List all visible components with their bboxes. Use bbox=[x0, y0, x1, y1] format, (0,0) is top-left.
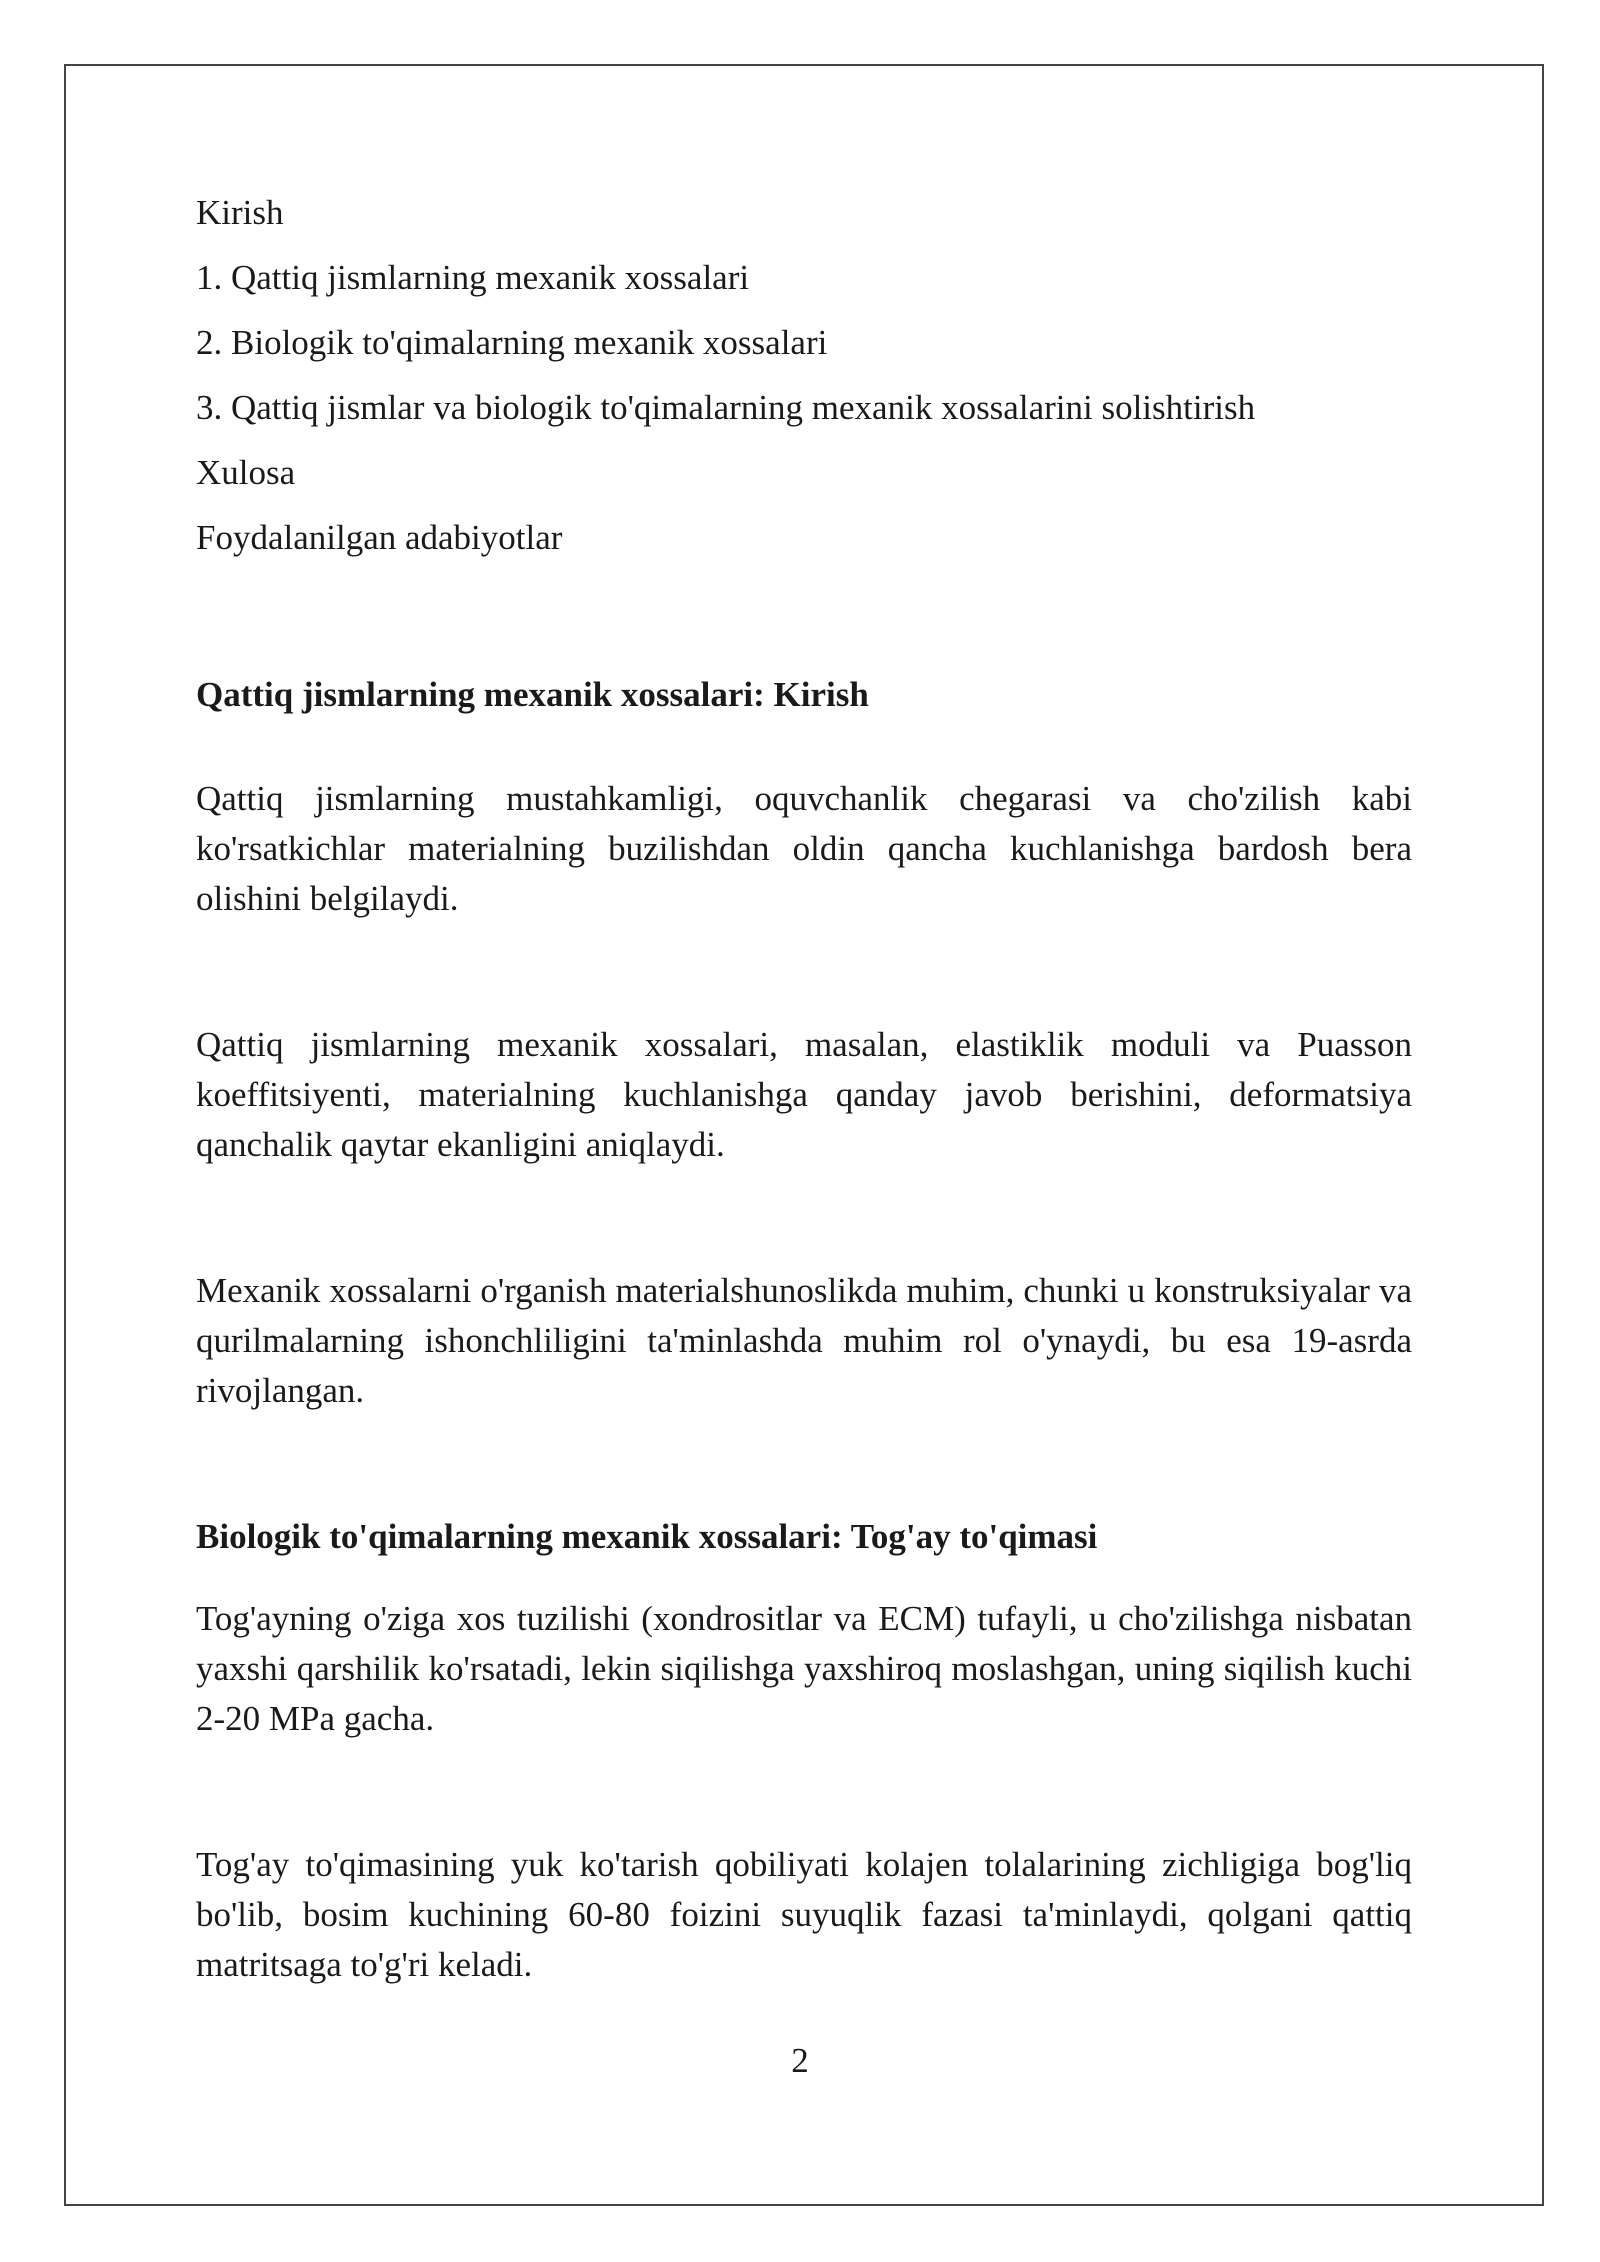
document-body bbox=[196, 188, 1412, 1990]
section-heading: Qattiq jismlarning mexanik xossalari: Kirish bbox=[196, 675, 869, 714]
toc-item-chapter-2: 2. Biologik to'qimalarning mexanik xossalari bbox=[196, 323, 828, 362]
page-number: 2 bbox=[791, 2041, 809, 2080]
toc-item-introduction: Kirish bbox=[196, 193, 284, 232]
paragraph: Mexanik xossalarni o'rganish materialshunoslikda muhim, chunki u konstruksiyalar va qurilmalarning ishonchliligini ta'minlashda muhim rol o'ynaydi, bu esa 19-asrda rivojlangan. bbox=[196, 1271, 1412, 1410]
section-heading: Biologik to'qimalarning mexanik xossalari: Tog'ay to'qimasi bbox=[196, 1517, 1098, 1556]
paragraph: Tog'ay to'qimasining yuk ko'tarish qobiliyati kolajen tolalarining zichligiga bog'liq bo'lib, bosim kuchining 60-80 foizini suyuqlik fazasi ta'minlaydi, qolgani qattiq matritsaga to'g'ri keladi. bbox=[196, 1845, 1412, 1984]
toc-item-chapter-1: 1. Qattiq jismlarning mexanik xossalari bbox=[196, 258, 750, 297]
paragraph: Qattiq jismlarning mexanik xossalari, masalan, elastiklik moduli va Puasson koeffitsiyenti, materialning kuchlanishga qanday javob berishini, deformatsiya qanchalik qaytar ekanligini aniqlaydi. bbox=[196, 1025, 1412, 1164]
toc-item-chapter-3: 3. Qattiq jismlar va biologik to'qimalarning mexanik xossalarini solishtirish bbox=[196, 388, 1256, 427]
toc-item-conclusion: Xulosa bbox=[196, 453, 296, 492]
toc-item-references: Foydalanilgan adabiyotlar bbox=[196, 518, 563, 557]
table-of-contents bbox=[196, 188, 1412, 563]
paragraph: Qattiq jismlarning mustahkamligi, oquvchanlik chegarasi va cho'zilish kabi ko'rsatkichlar materialning buzilishdan oldin qancha kuchlanishga bardosh bera olishini belgilaydi. bbox=[196, 779, 1412, 918]
section-solid-bodies bbox=[196, 670, 1412, 1416]
section-biological-tissues bbox=[196, 1512, 1412, 1990]
paragraph: Tog'ayning o'ziga xos tuzilishi (xondrositlar va ECM) tufayli, u cho'zilishga nisbatan yaxshi qarshilik ko'rsatadi, lekin siqilishga yaxshiroq moslashgan, uning siqilish kuchi 2-20 MPa gacha. bbox=[196, 1599, 1412, 1738]
